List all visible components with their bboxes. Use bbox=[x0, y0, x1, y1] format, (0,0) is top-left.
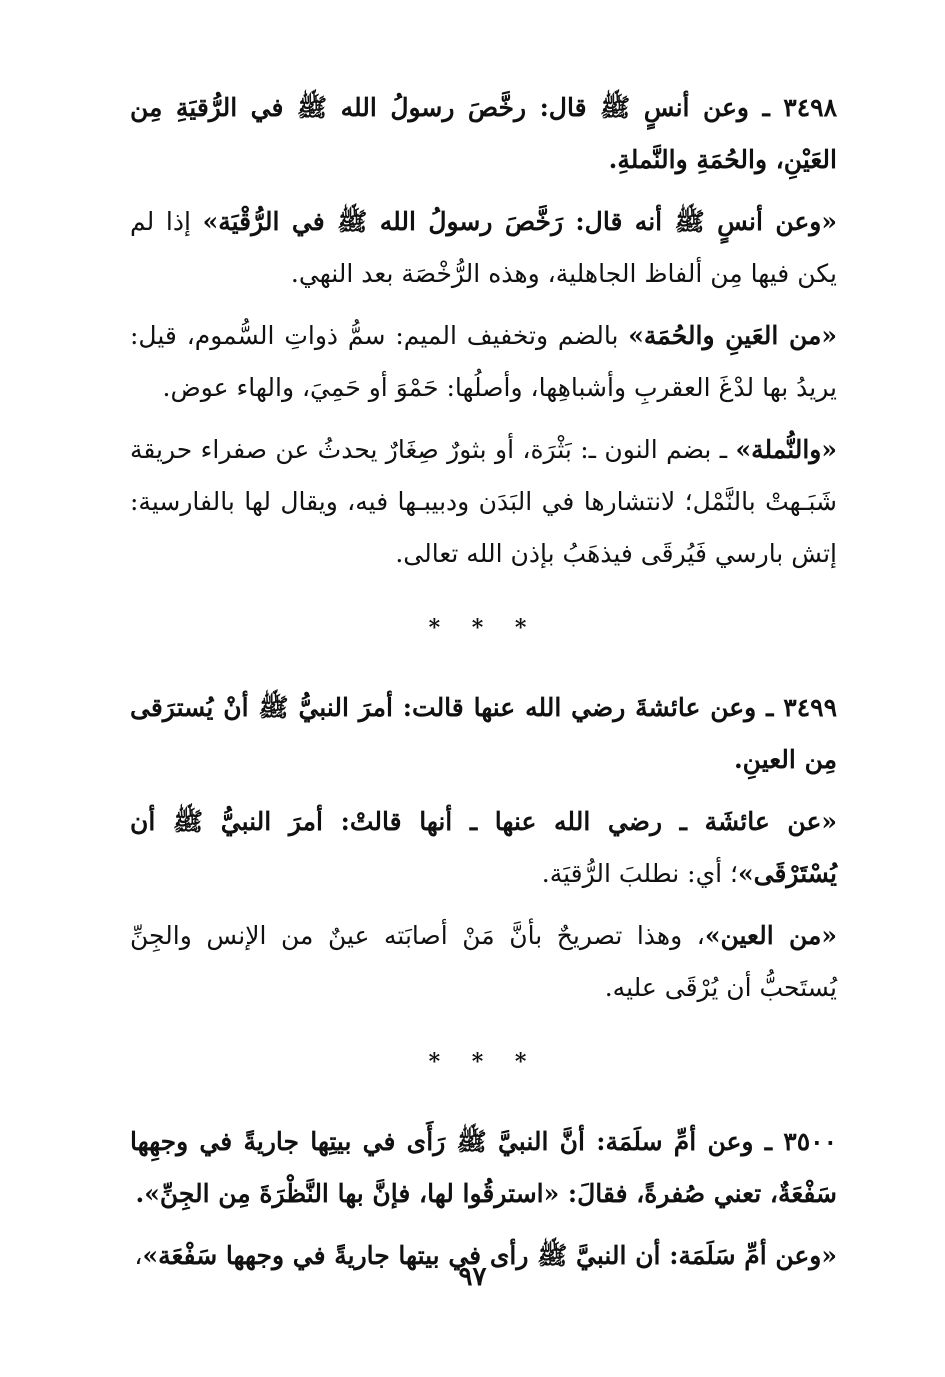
commentary-text: ـ بضم النون ـ: بَثْرَة، أو بثورٌ صِغَارٌ يحدثُ عن صفراء حريقة شَبَـهتْ بالنَّمْل؛ لانتشارها في البَدَن ودبيبـها فيه، ويقال لها بالفارسية: إتش بارسي فَيُرقَى فيذهَبُ بإذن الله تعالى. bbox=[130, 435, 837, 568]
hadith-3498 bbox=[130, 82, 837, 186]
hadith-number: ٣٤٩٩ bbox=[783, 693, 837, 722]
commentary-paragraph bbox=[130, 310, 837, 414]
commentary-quote: «وعن أمِّ سَلَمَة: أن النبيَّ ﷺ رأى في بيتها جاريةً في وجهها سَفْعَة» bbox=[142, 1241, 837, 1270]
commentary-quote: «من العَينِ والحُمَة» bbox=[628, 321, 837, 350]
hadith-3500 bbox=[130, 1116, 837, 1220]
commentary-quote: «والنُّملة» bbox=[735, 435, 837, 464]
page-content bbox=[130, 82, 837, 1292]
commentary-paragraph bbox=[130, 424, 837, 580]
section-divider: * * * bbox=[428, 1049, 539, 1075]
commentary-text: إذا لم يكن فيها مِن ألفاظ الجاهلية، وهذه الرُّخْصَة بعد النهي. bbox=[130, 207, 837, 288]
commentary-paragraph bbox=[130, 196, 837, 300]
hadith-text: ـ وعن عائشةَ رضي الله عنها قالت: أمرَ النبيُّ ﷺ أنْ يُسترَقى مِن العينِ. bbox=[130, 693, 837, 774]
commentary-text: ؛ أي: نطلبَ الرُّقيَة. bbox=[541, 859, 738, 888]
hadith-number: ٣٤٩٨ bbox=[783, 93, 837, 122]
hadith-number: ٣٥٠٠ bbox=[783, 1127, 837, 1156]
hadith-text: ـ وعن أنسٍ ﷺ قال: رخَّصَ رسولُ الله ﷺ في الرُّقيَةِ مِن العَيْنِ، والحُمَةِ والنَّملةِ. bbox=[130, 93, 837, 174]
hadith-text: ـ وعن أمِّ سلَمَة: أنَّ النبيَّ ﷺ رَأَى في بيتِها جاريةً في وجهِها سَفْعَةٌ، تعني صُفرةً، فقالَ: «استرقُوا لها، فإنَّ بها النَّظْرَةَ مِن الجِنِّ». bbox=[130, 1127, 837, 1208]
commentary-paragraph bbox=[130, 796, 837, 900]
page-number: ٩٧ bbox=[458, 1262, 487, 1292]
commentary-quote: «عن عائشَة ـ رضي الله عنها ـ أنها قالتْ: أمرَ النبيُّ ﷺ أن يُسْتَرْقَى» bbox=[130, 807, 837, 888]
hadith-3499 bbox=[130, 682, 837, 786]
commentary-quote: «وعن أنسٍ ﷺ أنه قال: رَخَّصَ رسولُ الله ﷺ في الرُّقْيَة» bbox=[202, 207, 837, 236]
section-divider: * * * bbox=[428, 615, 539, 641]
commentary-text: ، وهذا تصريحٌ بأنَّ مَنْ أصابَته عينٌ من الإنس والجِنِّ يُستَحبُّ أن يُرْقَى عليه. bbox=[130, 921, 837, 1002]
commentary-quote: «من العين» bbox=[704, 921, 838, 950]
commentary-paragraph bbox=[130, 910, 837, 1014]
commentary-text: ، bbox=[134, 1241, 143, 1270]
commentary-text: بالضم وتخفيف الميم: سمُّ ذواتِ السُّموم، قيل: يريدُ بها لدْغَ العقربِ وأشباهِها، وأصلُها: حَمْوَ أو حَمِيَ، والهاء عوض. bbox=[130, 321, 837, 402]
